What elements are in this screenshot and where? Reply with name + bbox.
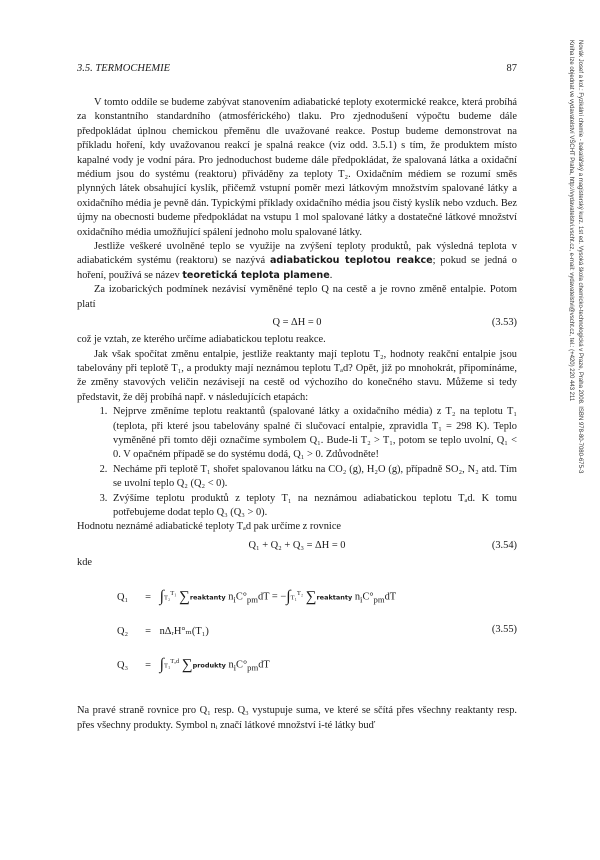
equals-sign: = (145, 626, 151, 638)
paragraph-isobaric: Za izobarických podmínek nezávisí vyměněné teplo Q na cestě a je rovno změně entalpie. Potom platí (77, 284, 517, 310)
q3-symbol: Q₃ (117, 659, 129, 671)
equation-number: (3.55) (491, 624, 517, 636)
term-adiabatic-temperature: adiabatickou teplotou reakce (269, 255, 433, 267)
text-run: ; pokud se jedná o hoření, používá se název (77, 255, 517, 281)
equation-3-53 (77, 314, 517, 331)
sidebar-citation: Novák Josef a kol.: Fyzikální chemie - bakalářský a magisterský kurz. 1st ed. Vysoká škola chemicko-technologická v Praze, Praha 2008. ISBN 978-80-7080-675-3 (577, 40, 583, 474)
produkty-label: produkty (192, 661, 226, 670)
text-run: Jestliže veškeré uvolněné teplo se využije na zvýšení teploty produktů, pak výsledná teplota v adiabatickém systému (reaktoru) se nazývá (77, 241, 517, 267)
term-flame-temperature: teoretická teplota plamene (182, 269, 330, 281)
equation-3-54 (77, 537, 517, 554)
paragraph-intro: V tomto oddíle se budeme zabývat stanovením adiabatické teploty exotermické reakce, která probíhá za konstantního standardního (atmosférického) tlaku. Pro zjednodušení výpočtu budeme dále předpokládat úplnou chemickou přeměnu dle uvažované reakce. Postup budeme demonstrovat na příkladu hoření, kdy uvažovanou reakcí je spalná reakce (viz odd. 3.5.1) s tím, že produktem místo kapalné vody je vodní pára. Pro jednoduchost budeme dále předpokládat, že spalovaná látka a oxidační médium jsou do systému (reaktoru) přiváděny za teploty T₂. Oxidačním médiem se rozumí směs plynných látek obsahující kyslík, přičemž vstupní poměr mezi látkovým množstvím spalované látky a oxidačního média je pevně dán. Typickými příklady oxidačního média jsou čistý kyslík nebo vzduch. Bez újmy na obecnosti budeme předpokládat na vstupu 1 mol spalované látky a dostatečné látkové množství oxidačního média umožňující spálení jednoho molu spalované látky. (77, 97, 518, 238)
sidebar-order-info: Kniha lze objednat ve vydavatelství VŠCHT Praha, http://vydavatelstvi.vscht.cz, e-mail: vydavatelstvi@vscht.cz, tel.: (+420) 220 443 211 (568, 40, 574, 402)
q1-symbol: Q₁ (117, 591, 129, 603)
paragraph-sums: Na pravé straně rovnice pro Q₁ resp. Q₃ vystupuje suma, ve které se sčítá přes všechny reaktanty resp. přes všechny produkty. Symbol nᵢ značí látkové množství i-té látky buď (77, 705, 517, 731)
reaktanty-label: reaktanty (316, 593, 353, 602)
paragraph-equation-intro: Hodnotu neznámé adiabatické teploty Tₐd pak určíme z rovnice (77, 521, 342, 533)
equation-row-q2 (117, 620, 209, 644)
list-item: 2. Necháme při teplotě T₁ shořet spalovanou látku na CO₂ (g), H₂O (g), případně SO₂, N₂ atd. Tím se uvolní teplo Q₂ (Q₂ < 0). (110, 463, 517, 492)
paragraph-where: kde (77, 556, 93, 568)
running-header (77, 63, 517, 74)
paragraph-definition (77, 240, 517, 283)
equation-body: Q₁ + Q₂ + Q₃ = ΔH = 0 (248, 539, 346, 551)
body-text (77, 96, 517, 733)
equals-sign: = (145, 591, 151, 603)
copyright-sidebar (556, 40, 584, 860)
section-title: 3.5. TERMOCHEMIE (77, 63, 171, 74)
equation-row-q3: Q₃ = ∫T₁$^{T_ad}$ ∑produkty $n_iC^\circ_{pm}dT$ (117, 650, 270, 674)
stages-list (77, 405, 517, 520)
equation-number: (3.54) (491, 539, 517, 551)
q2-symbol: Q₂ (117, 626, 129, 638)
equation-body: Q = ΔH = 0 (272, 317, 322, 329)
paragraph-stages: Jak však spočítat změnu entalpie, jestliže reaktanty mají teplotu T₂, hodnoty reakční entalpie jsou tabelovány při teplotě T₁, a produkty mají neznámou teplotu Tₐd? Opět, již po mnohokrát, připomínáme, že změny stavových veličin nezávisejí na cestě od výchozího do konečného stavu. Můžeme si tedy představit, že děj probíhá např. v následujících etapách: (77, 348, 517, 403)
page-number: 87 (506, 63, 517, 74)
text-run: . (329, 269, 333, 281)
paragraph-relation: což je vztah, ze kterého určíme adiabatickou teplotu reakce. (77, 334, 326, 346)
reaktanty-label: reaktanty (189, 593, 226, 602)
list-item: 1. Nejprve změníme teplotu reaktantů (spalované látky a oxidačního média) z T₂ na teplotu T₁ (teplota, při které jsou tabelovány spalné či slučovací entalpie, zpravidla T₁ = 298 K). Teplo vyměněné při tomto ději označíme symbolem Q₁. Bude-li T₂ > T₁, potom se teplo uvolní, Q₁ < 0. V opačném případě se do systému dodá, Q₁ > 0. Zdůvodněte! (110, 405, 517, 463)
equation-number: (3.53) (491, 317, 517, 329)
equation-row-q1: Q₁ = ∫T₂$^{T_1}$ ∑reaktanty $n_iC^\circ_{pm}dT = -\int T_1^{T_2}$ ∑reaktanty $n_iC^\circ_{pm}dT$ (117, 582, 396, 606)
q2-rhs: nΔᵣH°ₘ(T₁) (159, 626, 209, 638)
list-item: 3. Zvýšíme teplotu produktů z teploty T₁ na neznámou adiabatickou teplotu Tₐd. K tomu potřebujeme dodat teplo Q₃ (Q₃ > 0). (110, 492, 517, 521)
equals-sign: = (145, 659, 151, 671)
equation-3-55 (77, 576, 517, 696)
